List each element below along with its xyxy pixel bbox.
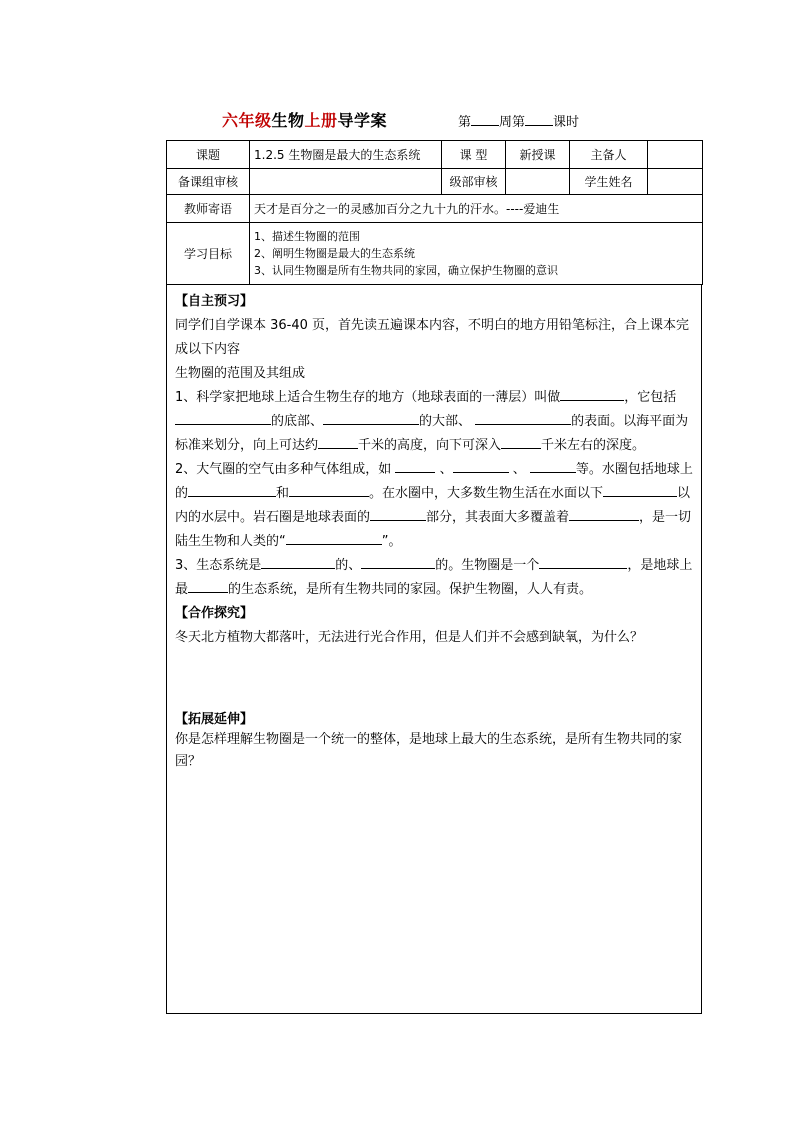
- answer-blank[interactable]: [603, 483, 677, 497]
- topic-value: 1.2.5 生物圈是最大的生态系统: [250, 141, 442, 169]
- info-table: [166, 140, 703, 285]
- section-self-study: 【自主预习】: [175, 294, 254, 309]
- review-label: 备课组审核: [167, 169, 250, 195]
- subheading: 生物圈的范围及其组成: [175, 366, 306, 381]
- learning-goals: [250, 223, 703, 285]
- goals-label: 学习目标: [167, 223, 250, 285]
- answer-blank[interactable]: [289, 483, 369, 497]
- extension-question: 你是怎样理解生物圈是一个统一的整体，是地球上最大的生态系统，是所有生物共同的家园？: [175, 732, 683, 769]
- week-lesson-line: 第 周第 课时: [458, 115, 580, 130]
- title-doc-type: 导学案: [337, 111, 388, 130]
- study-instructions: 同学们自学课本 36-40 页，首先读五遍课本内容，不明白的地方用铅笔标注，合上课本完成以下内容: [175, 318, 690, 357]
- answer-blank[interactable]: [530, 459, 576, 473]
- answer-blank[interactable]: [286, 531, 382, 545]
- page-title: [222, 108, 387, 131]
- inquiry-question: 冬天北方植物大都落叶，无法进行光合作用，但是人们并不会感到缺氧，为什么？: [175, 630, 644, 645]
- review-field[interactable]: [250, 169, 442, 195]
- preparer-field[interactable]: [648, 141, 703, 169]
- question-2: 2、大气圈的空气由多种气体组成，如 、 、 等。水圈包括地球上的 和 。在水圈中，大多数生物生活在水面以下 以内的水层中。岩石圈是地球表面的 部分，其表面大多覆盖着 ，是一切陆生生物和人类的“ ”。: [175, 458, 695, 554]
- title-grade: 六年级: [222, 111, 272, 130]
- question-1: 1、科学家把地球上适合生物生存的地方（地球表面的一薄层）叫做 ，它包括的底部、 的大部、 的表面。以海平面为标准来划分，向上可达约 千米的高度，向下可深入 千米左右的深度。: [175, 386, 695, 458]
- answer-blank[interactable]: [569, 507, 639, 521]
- week-blank[interactable]: [471, 114, 499, 126]
- answer-blank[interactable]: [323, 411, 419, 425]
- answer-blank[interactable]: [175, 411, 271, 425]
- inquiry-answer-space[interactable]: [175, 650, 695, 711]
- message-label: 教师寄语: [167, 195, 250, 223]
- preparer-label: 主备人: [570, 141, 648, 169]
- answer-blank[interactable]: [188, 579, 228, 593]
- title-subject: 生物: [271, 111, 305, 130]
- student-name-label: 学生姓名: [570, 169, 648, 195]
- type-value: 新授课: [506, 141, 570, 169]
- answer-blank[interactable]: [453, 459, 509, 473]
- answer-blank[interactable]: [560, 387, 624, 401]
- section-cooperative-inquiry: 【合作探究】: [175, 606, 254, 621]
- grade-review-field[interactable]: [506, 169, 570, 195]
- student-name-field[interactable]: [648, 169, 703, 195]
- answer-blank[interactable]: [475, 411, 571, 425]
- answer-blank[interactable]: [361, 555, 435, 569]
- answer-blank[interactable]: [188, 483, 276, 497]
- topic-label: 课题: [167, 141, 250, 169]
- answer-blank[interactable]: [395, 459, 435, 473]
- worksheet-body: [166, 284, 702, 1014]
- question-3: 3、生态系统是 的、 的。生物圈是一个 ，是地球上最 的生态系统，是所有生物共同的家园。保护生物圈，人人有责。: [175, 554, 695, 602]
- goal-item: 1、描述生物圈的范围: [254, 230, 360, 243]
- goal-item: 2、阐明生物圈是最大的生态系统: [254, 247, 415, 260]
- lesson-blank[interactable]: [525, 114, 553, 126]
- goal-item: 3、认同生物圈是所有生物共同的家园，确立保护生物圈的意识: [254, 264, 558, 277]
- answer-blank[interactable]: [318, 435, 358, 449]
- answer-blank[interactable]: [501, 435, 541, 449]
- grade-review-label: 级部审核: [442, 169, 506, 195]
- answer-blank[interactable]: [539, 555, 627, 569]
- answer-blank[interactable]: [261, 555, 335, 569]
- section-extension: 【拓展延伸】: [175, 712, 254, 727]
- answer-blank[interactable]: [370, 507, 426, 521]
- title-volume: 上册: [304, 111, 338, 130]
- type-label: 课 型: [442, 141, 506, 169]
- teacher-message: 天才是百分之一的灵感加百分之九十九的汗水。----爱迪生: [250, 195, 703, 223]
